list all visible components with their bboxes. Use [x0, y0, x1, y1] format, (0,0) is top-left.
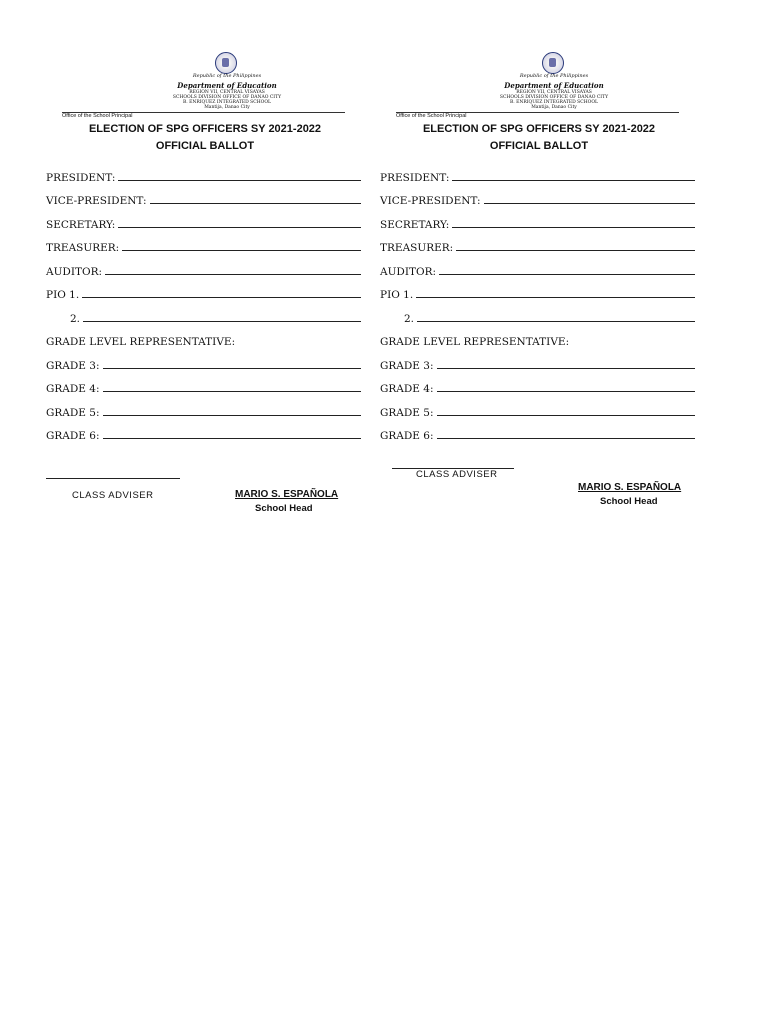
- header-republic: Republic of the Philippines: [192, 73, 262, 79]
- field-secretary: [46, 207, 361, 231]
- answer-line[interactable]: [456, 250, 695, 251]
- field-president: [380, 160, 695, 184]
- field-label: AUDITOR:: [46, 265, 103, 278]
- school-head-title: School Head: [600, 496, 658, 507]
- header-department: Department of Education: [504, 81, 604, 90]
- field-label: AUDITOR:: [380, 265, 437, 278]
- answer-line[interactable]: [103, 415, 361, 416]
- field-grade-5: [46, 395, 361, 419]
- header-region: REGION VII, CENTRAL VISAYAS: [516, 90, 592, 95]
- ballot-fields: [46, 160, 361, 442]
- answer-line[interactable]: [437, 438, 695, 439]
- answer-line[interactable]: [417, 321, 695, 322]
- answer-line[interactable]: [416, 297, 695, 298]
- field-label: GRADE 3:: [380, 359, 434, 372]
- field-label: GRADE 3:: [46, 359, 100, 372]
- field-grade-4: [46, 372, 361, 396]
- answer-line[interactable]: [437, 391, 695, 392]
- header-region: REGION VII, CENTRAL VISAYAS: [189, 90, 265, 95]
- field-vice-president: [380, 184, 695, 208]
- field-label: 2.: [70, 312, 81, 325]
- class-adviser-label: CLASS ADVISER: [416, 469, 498, 480]
- answer-line[interactable]: [83, 321, 361, 322]
- field-label: GRADE LEVEL REPRESENTATIVE:: [46, 336, 236, 348]
- field-label: 2.: [404, 312, 415, 325]
- answer-line[interactable]: [437, 415, 695, 416]
- answer-line[interactable]: [484, 203, 695, 204]
- answer-line[interactable]: [118, 180, 361, 181]
- answer-line[interactable]: [82, 297, 361, 298]
- field-auditor: [46, 254, 361, 278]
- field-president: [46, 160, 361, 184]
- field-treasurer: [380, 231, 695, 255]
- header-department: Department of Education: [177, 81, 277, 90]
- field-grade-3: [380, 348, 695, 372]
- answer-line[interactable]: [437, 368, 695, 369]
- deped-seal-icon: [542, 52, 564, 74]
- header-division: SCHOOLS DIVISION OFFICE OF DANAO CITY: [172, 95, 282, 100]
- field-grade-5: [380, 395, 695, 419]
- school-head-name: MARIO S. ESPAÑOLA: [235, 489, 339, 500]
- field-label: PIO 1.: [46, 289, 80, 301]
- header-office: Office of the School Principal: [62, 113, 133, 119]
- answer-line[interactable]: [118, 227, 361, 228]
- header-school: B. ENRIQUEZ INTEGRATED SCHOOL: [182, 100, 271, 105]
- field-label: TREASURER:: [46, 242, 120, 254]
- school-head-name: MARIO S. ESPAÑOLA: [578, 482, 682, 493]
- school-head-title: School Head: [255, 503, 313, 514]
- field-grade-6: [46, 419, 361, 443]
- field-label: VICE-PRESIDENT:: [380, 195, 481, 207]
- answer-line[interactable]: [439, 274, 695, 275]
- answer-line[interactable]: [105, 274, 361, 275]
- field-label: GRADE 4:: [380, 383, 434, 395]
- header-republic: Republic of the Philippines: [519, 73, 589, 79]
- field-label: PRESIDENT:: [380, 171, 450, 184]
- field-secretary: [380, 207, 695, 231]
- field-label: GRADE 4:: [46, 383, 100, 395]
- field-grade-6: [380, 419, 695, 443]
- field-grade-4: [380, 372, 695, 396]
- field-auditor: [380, 254, 695, 278]
- answer-line[interactable]: [103, 438, 361, 439]
- header-office: Office of the School Principal: [396, 113, 467, 119]
- field-label: GRADE 5:: [380, 406, 434, 419]
- answer-line[interactable]: [122, 250, 361, 251]
- answer-line[interactable]: [452, 180, 695, 181]
- field-treasurer: [46, 231, 361, 255]
- class-adviser-signature-line: [46, 478, 180, 479]
- field-label: PIO 1.: [380, 289, 414, 301]
- ballot-title: ELECTION OF SPG OFFICERS SY 2021-2022: [88, 123, 322, 135]
- answer-line[interactable]: [103, 368, 361, 369]
- field-pio-1: [46, 278, 361, 302]
- field-label: SECRETARY:: [46, 218, 116, 231]
- answer-line[interactable]: [452, 227, 695, 228]
- header-school: B. ENRIQUEZ INTEGRATED SCHOOL: [509, 100, 598, 105]
- field-label: GRADE 6:: [380, 430, 434, 442]
- field-label: TREASURER:: [380, 242, 454, 254]
- field-pio-2: [380, 301, 695, 325]
- header-address: Mantija, Danao City: [531, 105, 577, 110]
- header-division: SCHOOLS DIVISION OFFICE OF DANAO CITY: [499, 95, 609, 100]
- field-pio-1: [380, 278, 695, 302]
- ballot-title: ELECTION OF SPG OFFICERS SY 2021-2022: [422, 123, 656, 135]
- deped-seal-icon: [215, 52, 237, 74]
- field-label: GRADE LEVEL REPRESENTATIVE:: [380, 336, 570, 348]
- field-label: SECRETARY:: [380, 218, 450, 231]
- ballot-subtitle: OFFICIAL BALLOT: [155, 140, 255, 152]
- field-label: PRESIDENT:: [46, 171, 116, 184]
- grade-level-heading: [380, 325, 695, 349]
- field-label: GRADE 5:: [46, 406, 100, 419]
- header-address: Mantija, Danao City: [204, 105, 250, 110]
- ballot-subtitle: OFFICIAL BALLOT: [489, 140, 589, 152]
- ballot-fields: [380, 160, 695, 442]
- field-vice-president: [46, 184, 361, 208]
- field-label: GRADE 6:: [46, 430, 100, 442]
- field-label: VICE-PRESIDENT:: [46, 195, 147, 207]
- field-grade-3: [46, 348, 361, 372]
- field-pio-2: [46, 301, 361, 325]
- grade-level-heading: [46, 325, 361, 349]
- answer-line[interactable]: [103, 391, 361, 392]
- class-adviser-label: CLASS ADVISER: [72, 490, 154, 501]
- answer-line[interactable]: [150, 203, 361, 204]
